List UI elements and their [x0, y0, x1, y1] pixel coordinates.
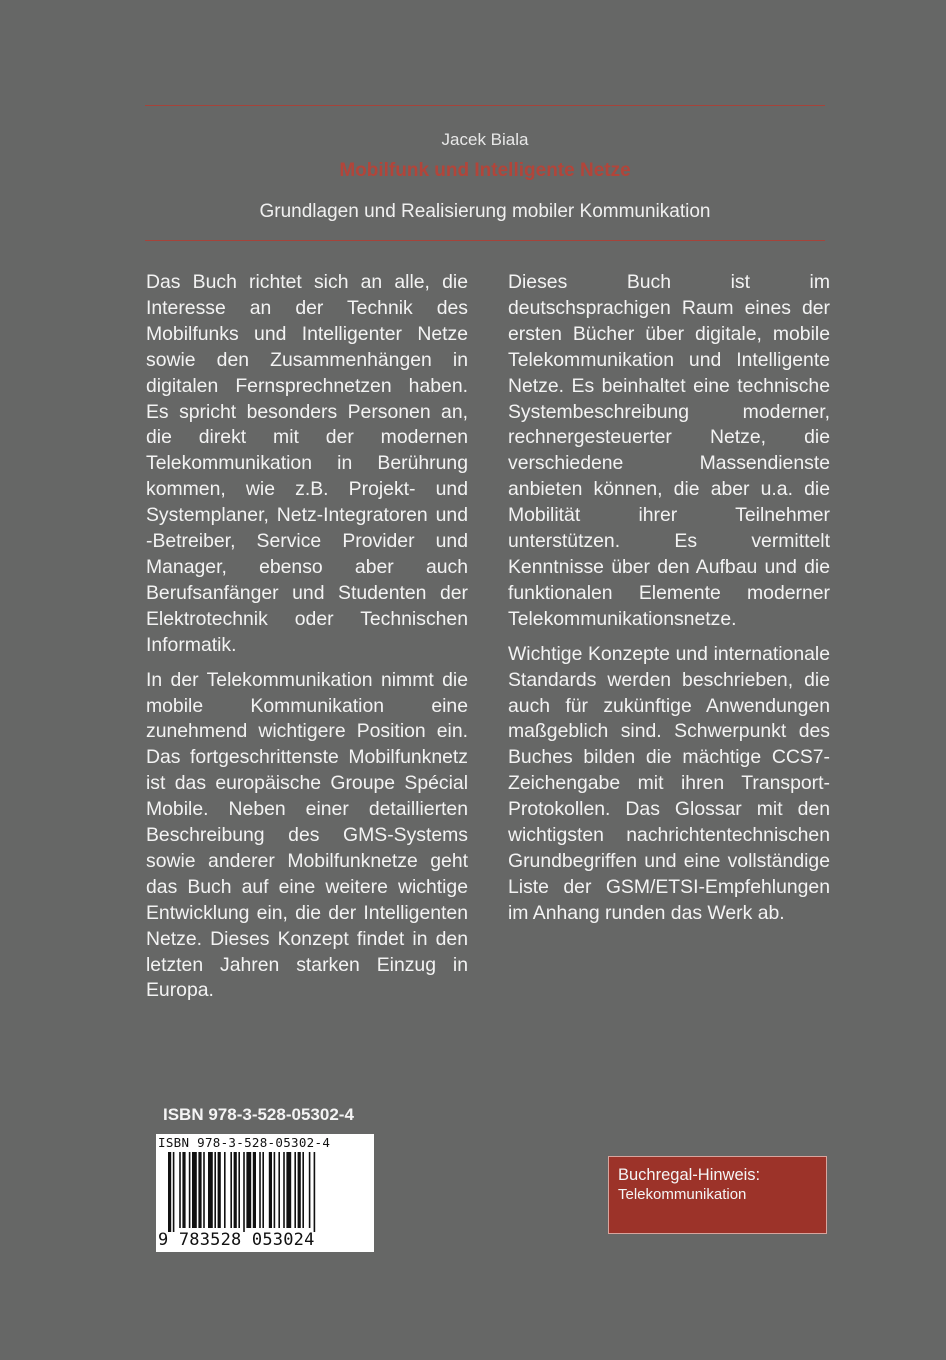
- barcode: [156, 1134, 374, 1252]
- book-subtitle: Grundlagen und Realisierung mobiler Kommunikation: [259, 201, 711, 222]
- right-paragraph-2: Wichtige Konzepte und internationale Standards werden beschrieben, die auch für zukünftige Anwendungen maßgeblich sind. Schwerpunkt des Buches bilden die mächtige CCS7-Zeichengabe mit ihren Transport-Protokollen. Das Glossar mit den wichtigsten nachrichtentechnischen Grundbegriffen und eine vollständige Liste der GSM/ETSI-Empfehlungen im Anhang runden das Werk ab.: [508, 642, 830, 924]
- shelf-hint-box: [608, 1156, 827, 1234]
- left-paragraph-1: Das Buch richtet sich an alle, die Interesse an der Technik des Mobilfunks und Intelligenter Netze sowie den Zusammenhängen in digitalen Fernsprechnetzen haben. Es spricht besonders Personen an, die direkt mit der modernen Telekommunikation in Berührung kommen, wie z.B. Projekt- und Systemplaner, Netz-Integratoren und -Betreiber, Service Provider und Manager, ebenso aber auch Berufsanfänger und Studenten der Elektrotechnik oder Technischen Informatik.: [146, 271, 468, 656]
- barcode-number: 9 783528 053024: [158, 1230, 315, 1250]
- book-title: Mobilfunk und Intelligente Netze: [339, 160, 631, 181]
- author-name: Jacek Biala: [441, 130, 529, 149]
- barcode-isbn-text: ISBN 978-3-528-05302-4: [158, 1135, 331, 1150]
- left-paragraph-2: In der Telekommunikation nimmt die mobile Kommunikation eine zunehmend wichtigere Position ein. Das fortgeschrittenste Mobilfunknetz ist das europäische Groupe Spécial Mobile. Neben einer detaillierten Beschreibung des GMS-Systems sowie anderer Mobilfunknetze geht das Buch auf eine weitere wichtige Entwicklung ein, die der Intelligenten Netze. Dieses Konzept findet in den letzten Jahren starken Einzug in Europa.: [146, 668, 468, 1002]
- right-column: [508, 270, 830, 936]
- right-paragraph-1: Dieses Buch ist im deutschsprachigen Raum eines der ersten Bücher über digitale, mobile Telekommunikation und Intelligente Netze. Es beinhaltet eine technische Systembeschreibung moderner, rechnergesteuerter Netze, die verschiedene Massendienste anbieten können, die aber u.a. die Mobilität ihrer Teilnehmer unterstützen. Es vermittelt Kenntnisse über den Aufbau und die funktionalen Elemente moderner Telekommunikationsnetze.: [508, 271, 830, 630]
- bottom-rule: [145, 240, 825, 241]
- shelf-hint-heading: Buchregal-Hinweis:: [618, 1166, 761, 1184]
- top-rule: [145, 105, 825, 106]
- isbn-label: ISBN 978-3-528-05302-4: [163, 1105, 354, 1124]
- left-column: [146, 270, 468, 1013]
- shelf-hint-subject: Telekommunikation: [618, 1186, 747, 1203]
